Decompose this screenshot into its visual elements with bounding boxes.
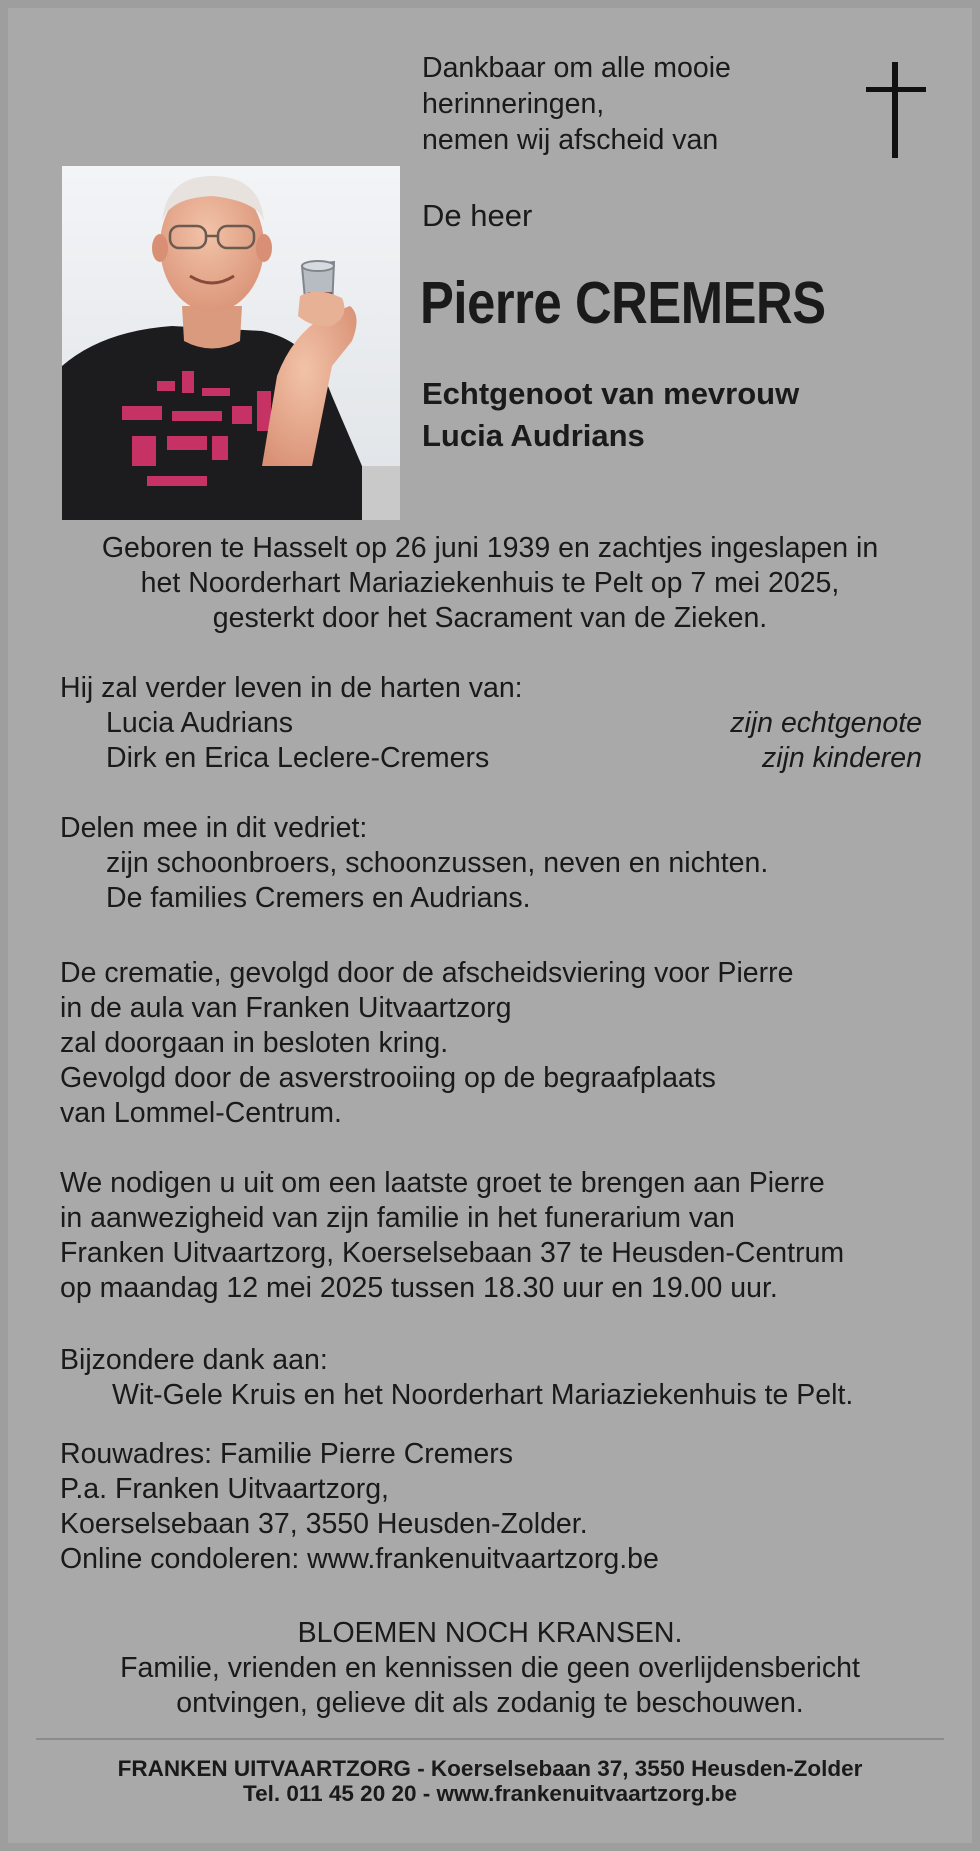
family-intro: Hij zal verder leven in de harten van: xyxy=(60,672,523,704)
grief-line: zijn schoonbroers, schoonzussen, neven en nichten. xyxy=(106,847,769,879)
thanks-intro: Bijzondere dank aan: xyxy=(60,1344,328,1376)
footer-divider xyxy=(36,1738,944,1740)
spouse-line: Echtgenoot van mevrouw xyxy=(422,376,800,411)
address-line: P.a. Franken Uitvaartzorg, xyxy=(60,1473,389,1505)
family-member-name: Lucia Audrians xyxy=(106,707,293,739)
visit-line: Franken Uitvaartzorg, Koerselsebaan 37 te Heusden-Centrum xyxy=(60,1237,845,1269)
cremation-line: Gevolgd door de asverstrooiing op de begraafplaats xyxy=(60,1062,716,1094)
portrait-photo xyxy=(62,166,400,520)
intro-line: nemen wij afscheid van xyxy=(422,124,719,156)
grief-intro: Delen mee in dit vedriet: xyxy=(60,812,368,844)
portrait-illustration xyxy=(62,166,400,520)
birth-line: Geboren te Hasselt op 26 juni 1939 en zachtjes ingeslapen in xyxy=(101,532,879,564)
cremation-line: zal doorgaan in besloten kring. xyxy=(60,1027,449,1059)
visit-line: op maandag 12 mei 2025 tussen 18.30 uur en 19.00 uur. xyxy=(60,1272,778,1304)
intro-line: Dankbaar om alle mooie xyxy=(422,52,731,84)
birth-line: het Noorderhart Mariaziekenhuis te Pelt op 7 mei 2025, xyxy=(140,567,840,599)
visit-line: We nodigen u uit om een laatste groet te brengen aan Pierre xyxy=(60,1167,825,1199)
spouse-line: Lucia Audrians xyxy=(422,418,645,453)
flowers-notice: BLOEMEN NOCH KRANSEN. xyxy=(297,1617,683,1649)
cremation-line: De crematie, gevolgd door de afscheidsviering voor Pierre xyxy=(60,957,794,989)
thanks-line: Wit-Gele Kruis en het Noorderhart Mariaziekenhuis te Pelt. xyxy=(112,1379,854,1411)
family-member-name: Dirk en Erica Leclere-Cremers xyxy=(106,742,490,774)
footer-contact: Tel. 011 45 20 20 - www.frankenuitvaartzorg.be xyxy=(243,1781,737,1806)
flowers-line: ontvingen, gelieve dit als zodanig te beschouwen. xyxy=(176,1687,804,1719)
footer-company: FRANKEN UITVAARTZORG - Koerselsebaan 37, 3550 Heusden-Zolder xyxy=(117,1756,863,1781)
deceased-name: Pierre CREMERS xyxy=(420,270,826,336)
cross-icon xyxy=(866,62,928,158)
address-line: Rouwadres: Familie Pierre Cremers xyxy=(60,1438,513,1470)
cremation-line: in de aula van Franken Uitvaartzorg xyxy=(60,992,512,1024)
intro-line: herinneringen, xyxy=(422,88,605,120)
cremation-line: van Lommel-Centrum. xyxy=(60,1097,342,1129)
birth-line: gesterkt door het Sacrament van de Zieken. xyxy=(212,602,768,634)
condolence-link[interactable]: Online condoleren: www.frankenuitvaartzorg.be xyxy=(60,1543,659,1575)
title-prefix: De heer xyxy=(422,198,533,233)
address-line: Koerselsebaan 37, 3550 Heusden-Zolder. xyxy=(60,1508,588,1540)
family-member-relation: zijn kinderen xyxy=(761,742,922,774)
intro-text xyxy=(422,50,731,158)
visit-line: in aanwezigheid van zijn familie in het funerarium van xyxy=(60,1202,735,1234)
grief-line: De families Cremers en Audrians. xyxy=(106,882,531,914)
family-member-relation: zijn echtgenote xyxy=(730,707,922,739)
flowers-line: Familie, vrienden en kennissen die geen overlijdensbericht xyxy=(120,1652,860,1684)
spouse-info xyxy=(422,373,799,457)
